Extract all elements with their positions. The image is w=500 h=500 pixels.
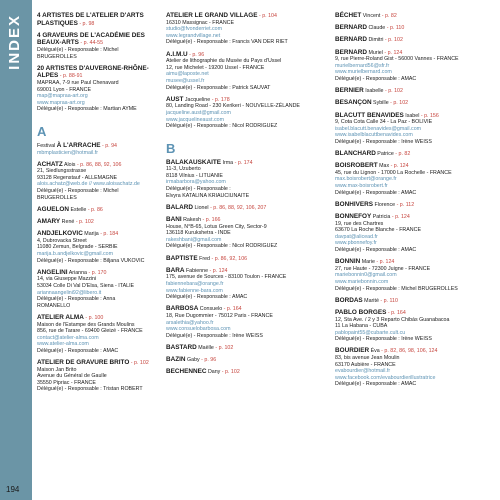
index-entry: BESANÇON Sybille - p. 102: [335, 99, 409, 107]
index-entry: BANI Rakesh - p. 166 House, N°B-65, Lotus Green City, Sector-9 136118 Kurukshetra - INDE rakeshbani@gmail.com Délégué(e) - Responsable : Nicol RODRIGUEZ: [166, 216, 321, 250]
index-entry: BLANCHARD Patrice - p. 82: [335, 150, 411, 158]
index-tab: [0, 0, 32, 500]
index-entry: BERNARD Muriel - p. 124 9, rue Pierre-Roland Gist - 56000 Vannes - FRANCE murielbernard56@sfr.fr www.murielbernard.com Délégué(e) - Responsable : AMAC: [335, 49, 495, 83]
index-entry: BALARD Lionel - p. 86, 88, 92, 106, 207: [166, 203, 267, 211]
index-entry: ANDJELKOVIC Marija - p. 184 4, Dubrovacka Street 11080 Zemun, Belgrade - SERBIE marija.b.andjelkovic@gmail.com Délégué(e) - Responsable : Biljana VUKOVIC: [37, 230, 150, 264]
index-entry: BOURDIER Éva - p. 82, 86, 98, 106, 124 83, bis avenue Jean Moulin 63170 Aubière - FRANCE evabourdier@hotmail.fr www.facebook.com/evabourdierillustratrice Délégué(e) - Responsable : AMAC: [335, 347, 495, 388]
email-link[interactable]: arsalethia@yahoo.fr: [166, 319, 214, 326]
index-entry: BARBOSA Consuelo - p. 164 18, Rue Dugommier - 75012 Paris - FRANCE arsalethia@yahoo.fr www.consuelobarbosa.com Délégué(e) - Responsable : Irène WEISS: [166, 305, 321, 339]
website-link[interactable]: www.facebook.com/evabourdierillustratrice: [335, 374, 436, 381]
index-entry: 20 ARTISTES D'AUVERGNE-RHÔNE-ALPES - p. 88-91 MAPRAA, 7-9 rue Paul Chenavard 69001 Lyon - FRANCE map@mapraa-art.org www.mapraa-art.org Délégué(e) - Responsable : Martian AYME: [37, 64, 149, 113]
index-title: INDEX: [6, 14, 23, 70]
email-link[interactable]: contact@atelier-alma.com: [37, 334, 99, 341]
email-link[interactable]: evabourdier@hotmail.fr: [335, 368, 391, 375]
website-link[interactable]: www.max-boisrobert.fr: [335, 183, 388, 190]
email-link[interactable]: fabiennebara@orange.fr: [166, 280, 224, 287]
email-link[interactable]: mbmplasticien@hotmail.fr: [37, 149, 99, 156]
index-entry: ATELIER DE GRAVURE BRITO - p. 102 Maison Jan Brito Avenue du Général de Gaulle 35550 Pipriac - FRANCE Délégué(e) - Responsable : Tristan ROBERT: [37, 359, 149, 393]
email-link[interactable]: irmabarbora@yahoo.com: [166, 179, 226, 186]
section-letter-a: A: [37, 123, 47, 139]
index-entry: BONNEFOY Patricia - p. 124 19, rue des Chartres 63670 La Roche Blanche - FRANCE davpat@alicead.fr www.pbonnefoy.fr Délégué(e) - Responsable : AMAC: [335, 213, 495, 254]
email-link[interactable]: musee@ussel.fr: [166, 77, 205, 84]
website-link[interactable]: www.mapraa-art.org: [37, 99, 85, 106]
index-entry: ATELIER LE GRAND VILLAGE - p. 104 16310 Massignac - FRANCE studio@fvonderriet.com www.legrandvillage.net Délégué(e) - Responsable : Francis VAN DER RIET: [166, 12, 321, 46]
email-link[interactable]: jacqueline.aust@gmail.com: [166, 109, 231, 116]
website-link[interactable]: www.consuelobarbosa.com: [166, 326, 231, 333]
index-entry: BOISROBERT Max - p. 124 45, rue du Lignon - 17000 La Rochelle - FRANCE max.boisrobert@orange.fr www.max-boisrobert.fr Délégué(e) - Responsable : AMAC: [335, 162, 495, 196]
email-link[interactable]: marija.b.andjelkovic@gmail.com: [37, 251, 114, 257]
email-link[interactable]: map@mapraa-art.org: [37, 93, 88, 100]
website-link[interactable]: www.atelier-alma.com: [37, 341, 89, 348]
email-link[interactable]: ariannaangelini92@libero.it: [37, 289, 102, 296]
index-column-3: [335, 12, 495, 393]
index-entry: BORDAS Marité - p. 110: [335, 296, 398, 304]
section-letter-b: B: [166, 140, 176, 156]
index-entry: BONHIVERS Florence - p. 112: [335, 200, 415, 208]
website-link[interactable]: www.isabelblacuttbenavides.com: [335, 132, 413, 139]
index-entry: AUST Jacqueline - p. 178 80, Landing Road - 230 Kerikeri - NOUVELLE-ZÉLANDE jacqueline.aust@gmail.com www.jacquelineaust.com Délégué(e) - Responsable : Nicol RODRIGUEZ: [166, 96, 321, 130]
index-entry: BECHENNEC Dany - p. 102: [166, 368, 240, 376]
index-entry: ANGELINI Arianna - p. 170 14, via Giuseppe Mazzini 53034 Colle Di Val D'Elsa, Siena - ITALIE ariannaangelini92@libero.it Délégué(e) - Responsable : Anna ROMANELLO: [37, 269, 150, 310]
index-entry: BAPTISTE Fred - p. 86, 92, 106: [166, 254, 248, 262]
email-link[interactable]: davpat@alicead.fr: [335, 233, 378, 240]
email-link[interactable]: studio@fvonderriet.com: [166, 26, 223, 33]
index-entry: AGUELON Estelle - p. 86: [37, 205, 103, 213]
index-entry: PABLO BORGES - p. 164 12, Sta Ave. / 2 y 3 Reparto Chibás Guanabacoa 11 La Habana - CUBA pablopaint55@cubarte.cult.cu Délégué(e) - Responsable : Irène WEISS: [335, 309, 495, 343]
page-number: 194: [6, 485, 20, 494]
email-link[interactable]: mariebonnin0@gmail.com: [335, 272, 397, 279]
index-entry: BÉCHET Vincent - p. 82: [335, 12, 397, 19]
website-link[interactable]: www.murielbernard.com: [335, 69, 392, 76]
email-link[interactable]: rakeshbani@gmail.com: [166, 236, 222, 243]
email-link[interactable]: murielbernard56@sfr.fr: [335, 62, 390, 69]
index-entry: BAZIN Gaby - p. 96: [166, 356, 217, 364]
website-link[interactable]: www.fabienne-bara.com: [166, 287, 223, 294]
index-column-2: [166, 12, 321, 380]
index-entry: BERNARD Dimitri - p. 102: [335, 36, 403, 44]
index-entry: 4 GRAVEURS DE L'ACADÉMIE DES BEAUX-ARTS - p. 44-55 Délégué(e) - Responsable : Michel BRUGEROLLES: [37, 31, 145, 60]
index-entry: ACHATZ Alois - p. 86, 88, 92, 106 21, Siedlungsstrasse 93128 Regenstauf - ALLEMAGNE alois.achatz@web.de // www.aloisachatz.de Délégué(e) - Responsable : Michel BRUGEROLLES: [37, 161, 150, 202]
index-column-1: [37, 12, 150, 398]
index-entry: 4 ARTISTES DE L'ATELIER D'ARTS PLASTIQUES - p. 98: [37, 12, 144, 27]
website-link[interactable]: www.jacquelineaust.com: [166, 116, 224, 123]
index-entry: BERNIER Isabelle - p. 102: [335, 87, 403, 95]
index-entry: A.I.M.U - p. 96 Atelier de lithographie du Musée du Pays d'Ussel 12, rue Michelet - 19200 Ussel - FRANCE aimu@laposte.net musee@ussel.fr Délégué(e) - Responsable : Patrick SAUVAT: [166, 51, 321, 92]
index-entry: BARA Fabienne - p. 124 175, avenue de Sources - 83100 Toulon - FRANCE fabiennebara@orange.fr www.fabienne-bara.com Délégué(e) - Responsable : AMAC: [166, 267, 321, 301]
index-entry: BLACUTT BENAVIDES Isabel - p. 156 9, Cota Cota Calle 34 - La Paz - BOLIVIE isabel.blacutt.benavides@gmail.com www.isabelblacuttbenavides.com Délégué(e) - Responsable : Irène WEISS: [335, 112, 495, 146]
email-link[interactable]: isabel.blacutt.benavides@gmail.com: [335, 125, 422, 132]
index-entry: BERNARD Claude - p. 110: [335, 24, 405, 32]
email-link[interactable]: aimu@laposte.net: [166, 71, 209, 78]
index-entry: BONNIN Marie - p. 124 27, rue Haute - 72300 Juigne - FRANCE mariebonnin0@gmail.com www.mariebonnin.com Délégué(e) - Responsable : Michel BRUGEROLLES: [335, 258, 495, 292]
index-entry: AMARY René - p. 102: [37, 218, 94, 226]
index-entry: ATELIER ALMA - p. 100 Maison de l'Estampe des Grands Moulins 856, rue de Tarare - 69400 Gleizé - FRANCE contact@atelier-alma.com www.atelier-alma.com Délégué(e) - Responsable : AMAC: [37, 314, 150, 355]
website-link[interactable]: www.pbonnefoy.fr: [335, 240, 377, 247]
email-link[interactable]: pablopaint55@cubarte.cult.cu: [335, 329, 406, 336]
index-entry: BASTARD Maëlle - p. 102: [166, 343, 234, 351]
website-link[interactable]: www.mariebonnin.com: [335, 278, 389, 285]
email-link[interactable]: alois.achatz@web.de // www.aloisachatz.de: [37, 181, 140, 188]
index-entry: BALAKAUSKAITE Irma - p. 174 11-3, Uzuberto 8118 Vilnius - LITUANIE irmabarbora@yahoo.com Délégué(e) - Responsable : Elvyra KATALINA KRIAUCIUNAITE: [166, 159, 321, 200]
website-link[interactable]: www.legrandvillage.net: [166, 32, 221, 39]
email-link[interactable]: max.boisrobert@orange.fr: [335, 176, 397, 183]
index-entry: Festival À L'ARRACHE - p. 94 mbmplasticien@hotmail.fr: [37, 142, 150, 156]
